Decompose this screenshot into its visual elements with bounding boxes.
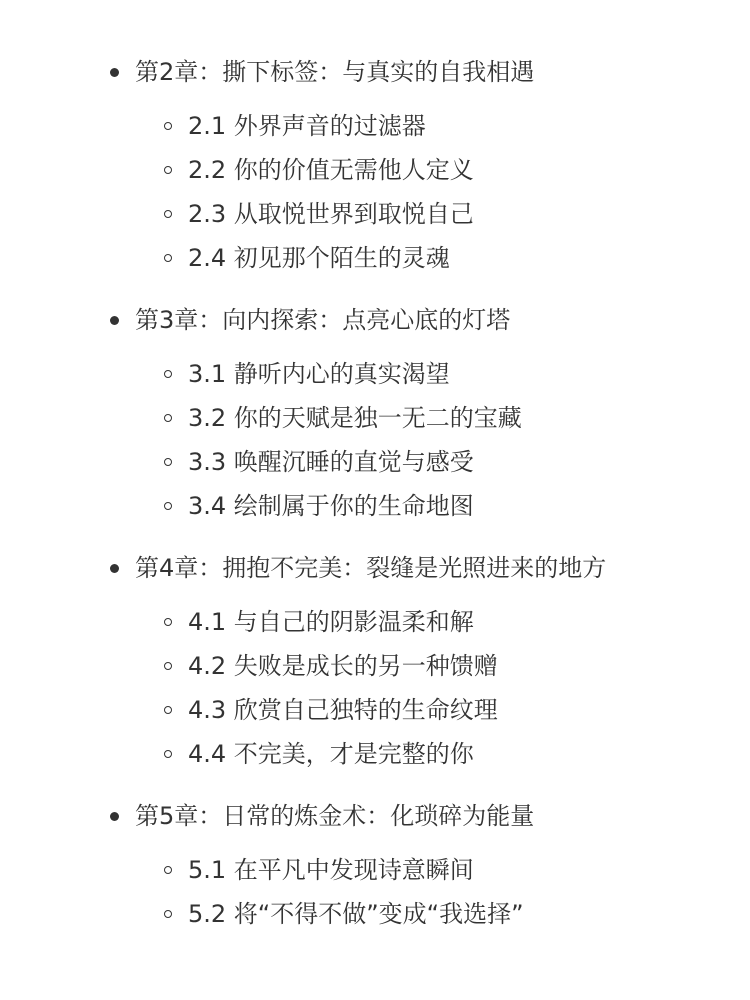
section-item [164, 604, 730, 640]
chapter-title-row [110, 798, 730, 834]
section-title: 5.1 在平凡中发现诗意瞬间 [188, 856, 474, 884]
bullet-circle-icon [164, 370, 172, 378]
bullet-circle-icon [164, 166, 172, 174]
bullet-circle-icon [164, 458, 172, 466]
section-title: 4.1 与自己的阴影温柔和解 [188, 608, 474, 636]
bullet-disc-icon [110, 564, 119, 573]
bullet-disc-icon [110, 68, 119, 77]
section-title: 4.3 欣赏自己独特的生命纹理 [188, 696, 498, 724]
section-title: 3.3 唤醒沉睡的直觉与感受 [188, 448, 474, 476]
section-item [164, 896, 730, 932]
chapter-title: 第4章：拥抱不完美：裂缝是光照进来的地方 [135, 554, 607, 582]
section-list [110, 852, 730, 932]
bullet-circle-icon [164, 662, 172, 670]
section-item [164, 488, 730, 524]
section-title: 3.1 静听内心的真实渴望 [188, 360, 450, 388]
section-list [110, 108, 730, 276]
chapter-5 [110, 798, 730, 932]
section-title: 3.2 你的天赋是独一无二的宝藏 [188, 404, 522, 432]
section-title: 2.4 初见那个陌生的灵魂 [188, 244, 450, 272]
chapter-title: 第2章：撕下标签：与真实的自我相遇 [135, 58, 535, 86]
chapter-title-row [110, 302, 730, 338]
chapter-title: 第3章：向内探索：点亮心底的灯塔 [135, 306, 511, 334]
bullet-circle-icon [164, 750, 172, 758]
chapter-title-row [110, 54, 730, 90]
section-item [164, 692, 730, 728]
section-title: 2.1 外界声音的过滤器 [188, 112, 426, 140]
bullet-circle-icon [164, 254, 172, 262]
section-item [164, 736, 730, 772]
section-list [110, 604, 730, 772]
section-title: 4.2 失败是成长的另一种馈赠 [188, 652, 498, 680]
bullet-circle-icon [164, 210, 172, 218]
bullet-circle-icon [164, 866, 172, 874]
chapter-3 [110, 302, 730, 524]
section-item [164, 648, 730, 684]
bullet-circle-icon [164, 618, 172, 626]
section-title: 2.2 你的价值无需他人定义 [188, 156, 474, 184]
bullet-circle-icon [164, 414, 172, 422]
bullet-disc-icon [110, 812, 119, 821]
bullet-circle-icon [164, 122, 172, 130]
section-item [164, 444, 730, 480]
section-item [164, 400, 730, 436]
chapter-list [110, 54, 730, 958]
section-item [164, 196, 730, 232]
chapter-title-row [110, 550, 730, 586]
section-title: 3.4 绘制属于你的生命地图 [188, 492, 474, 520]
section-item [164, 108, 730, 144]
bullet-disc-icon [110, 316, 119, 325]
section-item [164, 852, 730, 888]
chapter-title: 第5章：日常的炼金术：化琐碎为能量 [135, 802, 535, 830]
bullet-circle-icon [164, 502, 172, 510]
chapter-4 [110, 550, 730, 772]
section-title: 4.4 不完美，才是完整的你 [188, 740, 474, 768]
chapter-2 [110, 54, 730, 276]
bullet-circle-icon [164, 706, 172, 714]
section-item [164, 356, 730, 392]
section-title: 2.3 从取悦世界到取悦自己 [188, 200, 474, 228]
bullet-circle-icon [164, 910, 172, 918]
section-item [164, 152, 730, 188]
section-title: 5.2 将“不得不做”变成“我选择” [188, 900, 524, 928]
section-item [164, 240, 730, 276]
section-list [110, 356, 730, 524]
